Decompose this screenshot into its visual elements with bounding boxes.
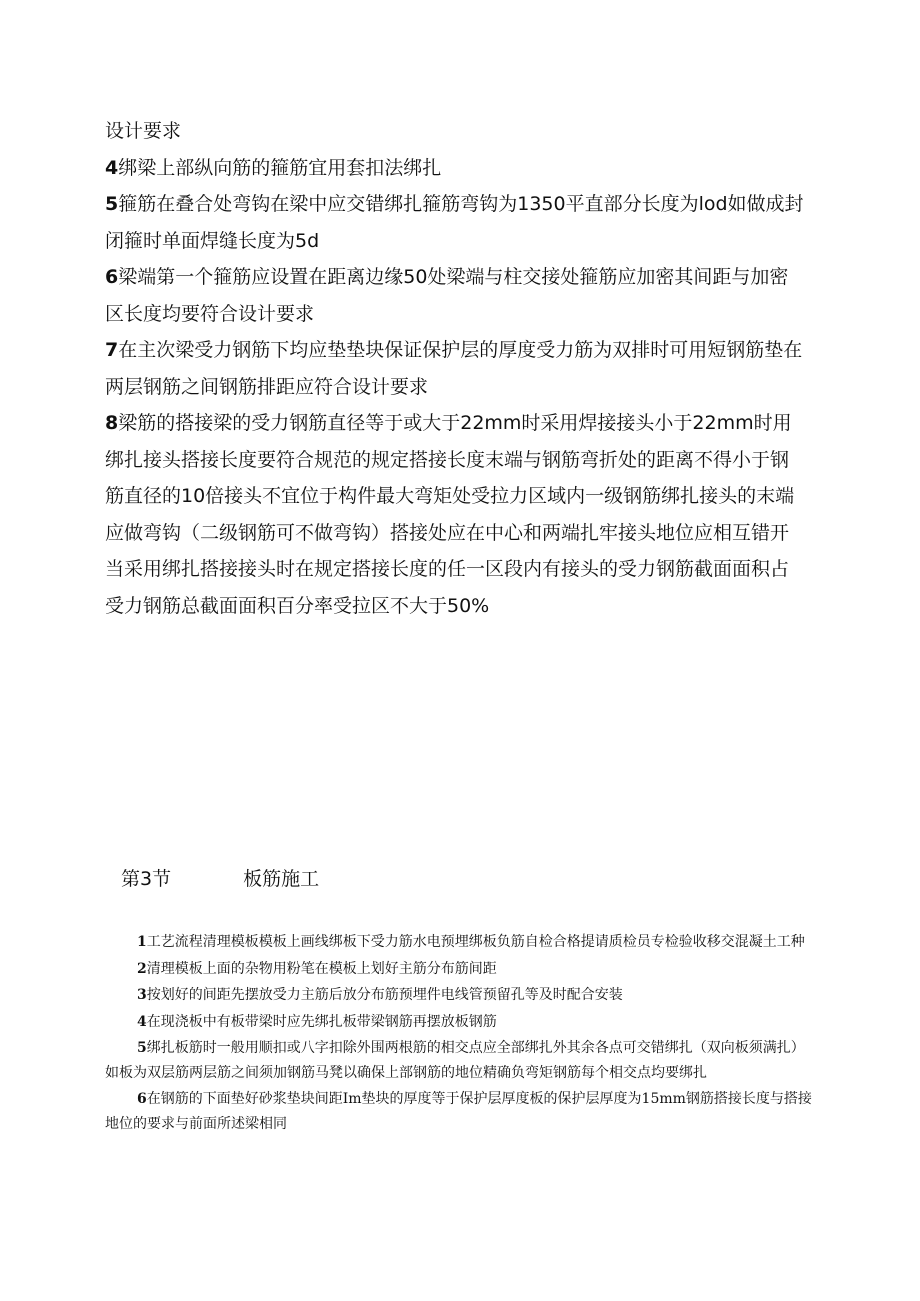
- step-number: 4: [137, 1013, 147, 1030]
- step-item: [105, 1036, 817, 1085]
- steps-block: [105, 930, 817, 1136]
- design-requirements-block: [105, 113, 805, 624]
- item-text: 梁端第一个箍筋应设置在距离边缘50处梁端与柱交接处箍筋应加密其间距与加密区长度均要符合设计要求: [105, 266, 789, 325]
- step-item: [105, 1087, 817, 1136]
- list-item: [105, 150, 805, 187]
- step-number: 5: [137, 1040, 147, 1056]
- step-text: 绑扎板筋时一般用顺扣或八字扣除外围两根筋的相交点应全部绑扎外其余各点可交错绑扎（双向板须满扎）如板为双层筋两层筋之间须加钢筋马凳以确保上部钢筋的地位精确负弯矩钢筋每个相交点均要绑扎: [105, 1040, 805, 1081]
- step-text: 按划好的间距先摆放受力主筋后放分布筋预埋件电线管预留孔等及时配合安装: [146, 987, 623, 1003]
- step-text: 工艺流程清理模板模板上画线绑板下受力筋水电预埋绑板负筋自检合格提请质检员专检验收移交混凝土工种: [146, 934, 805, 950]
- list-item: [105, 405, 805, 624]
- step-text: 在钢筋的下面垫好砂浆垫块间距Im垫块的厚度等于保护层厚度板的保护层厚度为15mm钢筋搭接长度与搭接地位的要求与前面所述梁相同: [105, 1091, 812, 1132]
- item-text: 在主次梁受力钢筋下均应垫垫块保证保护层的厚度受力筋为双排时可用短钢筋垫在两层钢筋之间钢筋排距应符合设计要求: [105, 339, 803, 398]
- list-item: [105, 259, 805, 332]
- section-title: 板筋施工: [243, 868, 320, 890]
- section-number: 第3节: [121, 868, 172, 890]
- item-number: 8: [105, 412, 119, 434]
- step-number: 2: [137, 960, 147, 977]
- step-item: [105, 957, 817, 982]
- item-text: 绑梁上部纵向筋的箍筋宜用套扣法绑扎: [118, 156, 442, 179]
- item-number: 5: [105, 193, 119, 215]
- step-text: 在现浇板中有板带梁时应先绑扎板带梁钢筋再摆放板钢筋: [146, 1013, 497, 1030]
- item-text: 梁筋的搭接梁的受力钢筋直径等于或大于22mm时采用焊接接头小于22mm时用绑扎接头搭接长度要符合规范的规定搭接长度末端与钢筋弯折处的距离不得小于钢筋直径的10倍接头不宜位于构件最大弯矩处受拉力区域内一级钢筋绑扎接头的末端应做弯钩（二级钢筋可不做弯钩）搭接处应在中心和两端扎牢接头地位应相互错开当采用绑扎搭接接头时在规定搭接长度的任一区段内有接头的受力钢筋截面面积占受力钢筋总截面面积百分率受拉区不大于50%: [105, 412, 795, 617]
- item-number: 7: [105, 339, 119, 361]
- step-number: 6: [137, 1091, 147, 1107]
- intro-text: 设计要求: [105, 120, 182, 142]
- step-number: 3: [137, 987, 147, 1003]
- step-text: 清理模板上面的杂物用粉笔在模板上划好主筋分布筋间距: [146, 960, 497, 977]
- item-number: 6: [105, 266, 119, 288]
- step-item: [105, 930, 817, 955]
- section-heading: [121, 864, 319, 894]
- list-item: [105, 186, 805, 259]
- step-item: [105, 1010, 817, 1035]
- step-item: [105, 983, 817, 1008]
- list-item: [105, 332, 805, 405]
- step-number: 1: [137, 934, 147, 950]
- item-number: 4: [105, 156, 119, 179]
- item-text: 箍筋在叠合处弯钩在梁中应交错绑扎箍筋弯钩为1350平直部分长度为lod如做成封闭箍时单面焊缝长度为5d: [105, 193, 804, 252]
